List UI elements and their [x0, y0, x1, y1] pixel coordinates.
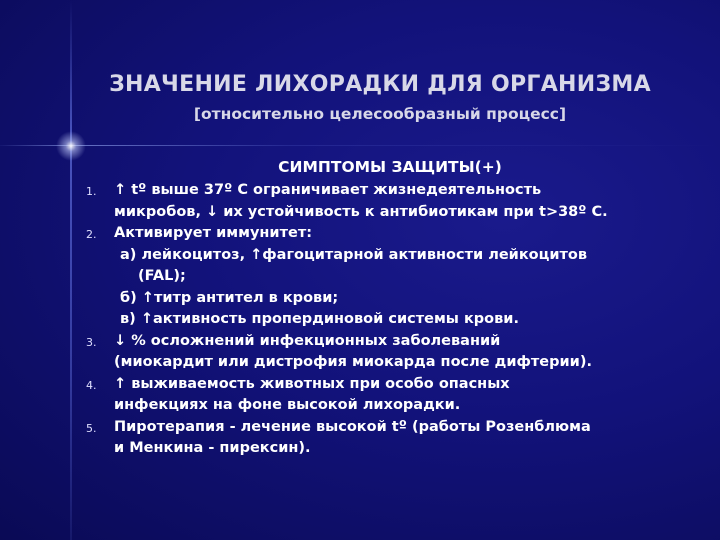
item-text: ↑ выживаемость животных при особо опасных: [114, 375, 510, 392]
item-text: (миокардит или дистрофия миокарда после дифтерии).: [114, 354, 592, 370]
item-text: микробов, ↓ их устойчивость к антибиотикам при t>38º С.: [114, 203, 608, 220]
item-text: инфекциях на фоне высокой лихорадки.: [114, 397, 461, 413]
sub-item-text: б) ↑титр антител в крови;: [120, 289, 339, 306]
sub-item-text: а) лейкоцитоз, ↑фагоцитарной активности лейкоцитов: [120, 246, 588, 263]
slide-title: ЗНАЧЕНИЕ ЛИХОРАДКИ ДЛЯ ОРГАНИЗМА: [109, 72, 651, 97]
symptom-list: [86, 180, 696, 460]
list-item: [86, 223, 696, 331]
slide-subtitle: [относительно целесообразный процесс]: [193, 105, 567, 123]
item-text: ↑ tº выше 37º С ограничивает жизнедеятельность: [114, 182, 542, 198]
decorative-horizontal-line: [0, 145, 720, 146]
item-text: Пиротерапия - лечение высокой tº (работы Розенблюма: [114, 418, 591, 435]
list-item: [86, 417, 696, 460]
item-number: 4.: [86, 378, 97, 392]
item-number: 5.: [86, 421, 97, 435]
light-flare-icon: [56, 131, 86, 161]
sub-item-text: (FAL);: [138, 268, 186, 284]
item-text: Активирует иммунитет:: [114, 225, 313, 241]
item-number: 3.: [86, 335, 97, 349]
item-text: и Менкина - пирексин).: [114, 440, 311, 456]
list-item: [86, 331, 696, 374]
item-number: 2.: [86, 228, 97, 241]
list-item: [86, 180, 696, 223]
item-text: ↓ % осложнений инфекционных заболеваний: [114, 332, 501, 349]
sub-item-text: в) ↑активность пропердиновой системы крови.: [120, 311, 519, 327]
item-number: 1.: [86, 185, 97, 198]
list-item: [86, 374, 696, 417]
section-heading: СИМПТОМЫ ЗАЩИТЫ(+): [278, 158, 502, 176]
